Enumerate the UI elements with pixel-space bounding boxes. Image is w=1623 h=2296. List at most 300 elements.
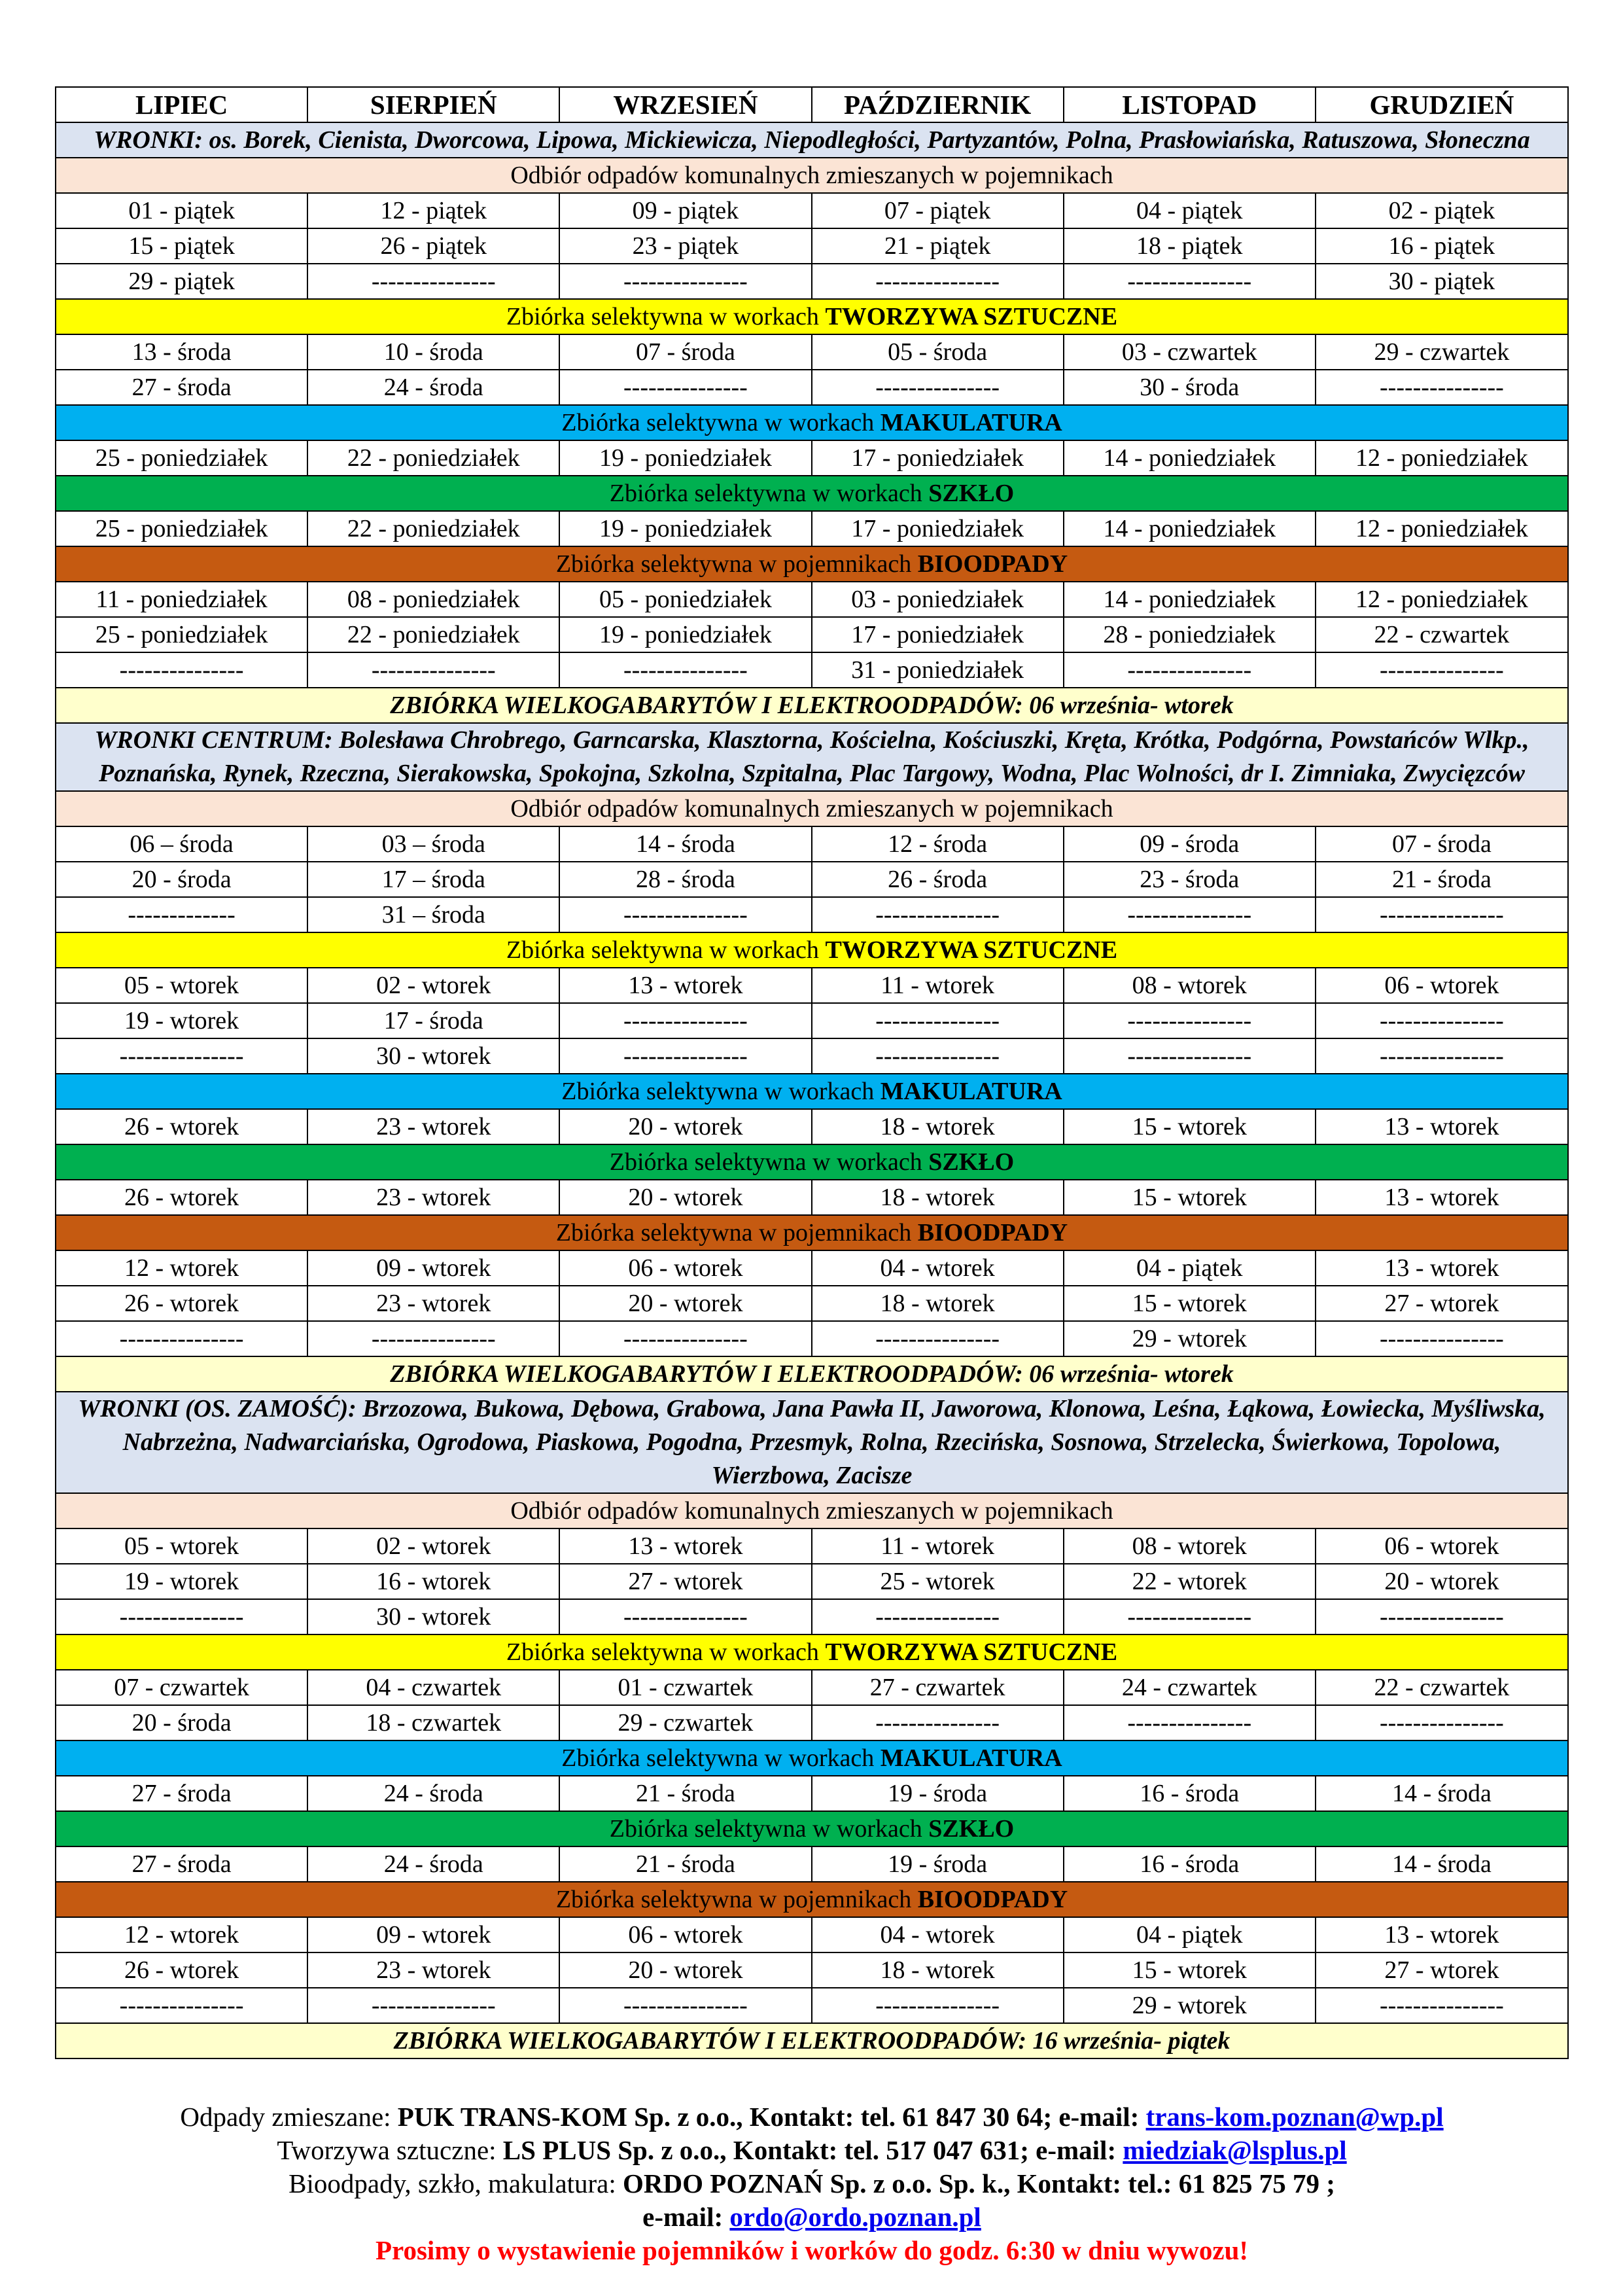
category-header-row	[56, 158, 1568, 193]
date-cell: 21 - piątek	[812, 228, 1064, 264]
date-cell: 12 - środa	[812, 826, 1064, 862]
date-cell: 28 - poniedziałek	[1064, 617, 1316, 652]
category-title-emphasis: MAKULATURA	[880, 1744, 1062, 1772]
schedule-body	[56, 87, 1568, 2058]
date-cell: ---------------	[1316, 1599, 1568, 1634]
date-cell: 25 - wtorek	[812, 1564, 1064, 1599]
category-title: Zbiórka selektywna w workach	[609, 1148, 929, 1176]
date-cell: ---------------	[1316, 897, 1568, 932]
date-cell: 18 - wtorek	[812, 1109, 1064, 1144]
date-cell: ---------------	[559, 264, 811, 299]
date-cell: 04 - piątek	[1064, 193, 1316, 228]
category-paper-header	[56, 1074, 1568, 1109]
date-cell: 30 - wtorek	[307, 1038, 559, 1074]
date-cell: 05 - wtorek	[56, 1528, 307, 1564]
date-cell: 29 - piątek	[56, 264, 307, 299]
date-cell: 16 - wtorek	[307, 1564, 559, 1599]
date-cell: 12 - poniedziałek	[1316, 511, 1568, 546]
date-cell: 09 - środa	[1064, 826, 1316, 862]
date-row	[56, 617, 1568, 652]
date-cell: 30 - piątek	[1316, 264, 1568, 299]
date-row	[56, 440, 1568, 476]
date-cell: 18 - piątek	[1064, 228, 1316, 264]
area-header-row	[56, 1392, 1568, 1493]
date-cell: 04 - piątek	[1064, 1917, 1316, 1952]
date-cell: 26 - środa	[812, 862, 1064, 897]
date-cell: 24 - środa	[307, 1846, 559, 1882]
date-cell: 06 - wtorek	[1316, 1528, 1568, 1564]
area-streets: WRONKI: os. Borek, Cienista, Dworcowa, Lipowa, Mickiewicza, Niepodległości, Partyzantów, Polna, Prasłowiańska, Ratuszowa, Słoneczna	[56, 122, 1568, 158]
date-cell: 17 - środa	[307, 1003, 559, 1038]
date-cell: 12 - poniedziałek	[1316, 440, 1568, 476]
date-cell: 15 - piątek	[56, 228, 307, 264]
date-cell: ---------------	[56, 1988, 307, 2023]
date-cell: 11 - poniedziałek	[56, 582, 307, 617]
date-cell: 30 - wtorek	[307, 1599, 559, 1634]
date-cell: 25 - poniedziałek	[56, 617, 307, 652]
date-cell: 07 - środa	[1316, 826, 1568, 862]
date-cell: 17 - poniedziałek	[812, 440, 1064, 476]
category-header-row	[56, 405, 1568, 440]
date-cell: 01 - czwartek	[559, 1670, 811, 1705]
category-header-row	[56, 1740, 1568, 1776]
date-cell: 18 - wtorek	[812, 1952, 1064, 1988]
category-title-emphasis: TWORZYWA SZTUCZNE	[825, 303, 1118, 330]
date-cell: 29 - wtorek	[1064, 1321, 1316, 1356]
category-title: Zbiórka selektywna w workach	[561, 409, 881, 436]
category-bio-header	[56, 1882, 1568, 1917]
category-plastic-header	[56, 1634, 1568, 1670]
date-row	[56, 1528, 1568, 1564]
bulky-waste-date: ZBIÓRKA WIELKOGABARYTÓW I ELEKTROODPADÓW: 06 września- wtorek	[56, 688, 1568, 723]
date-row	[56, 1776, 1568, 1811]
category-header-row	[56, 1811, 1568, 1846]
category-title: Zbiórka selektywna w workach	[506, 1638, 826, 1666]
date-cell: 14 - środa	[559, 826, 811, 862]
date-row	[56, 582, 1568, 617]
date-cell: ---------------	[1316, 1038, 1568, 1074]
category-glass-header	[56, 476, 1568, 511]
category-header-row	[56, 1074, 1568, 1109]
date-row	[56, 1038, 1568, 1074]
date-cell: 26 - wtorek	[56, 1180, 307, 1215]
date-cell: 07 - środa	[559, 334, 811, 370]
footer-mixed-label: Odpady zmieszane:	[180, 2102, 398, 2132]
date-row	[56, 1286, 1568, 1321]
footer-plastic-line	[55, 2134, 1569, 2167]
footer-bio-email-link[interactable]: ordo@ordo.poznan.pl	[729, 2202, 981, 2232]
date-cell: ---------------	[812, 1003, 1064, 1038]
date-cell: 22 - poniedziałek	[307, 440, 559, 476]
bulky-waste-row	[56, 2023, 1568, 2058]
date-row	[56, 862, 1568, 897]
date-cell: 29 - czwartek	[559, 1705, 811, 1740]
date-cell: ---------------	[1064, 1038, 1316, 1074]
date-row	[56, 1109, 1568, 1144]
date-cell: 13 - wtorek	[1316, 1917, 1568, 1952]
category-title-emphasis: SZKŁO	[928, 1148, 1015, 1176]
date-cell: ---------------	[559, 1038, 811, 1074]
date-cell: 02 - wtorek	[307, 968, 559, 1003]
date-cell: 28 - środa	[559, 862, 811, 897]
collection-schedule-table	[55, 86, 1569, 2059]
date-cell: 03 - czwartek	[1064, 334, 1316, 370]
month-header: PAŹDZIERNIK	[812, 87, 1064, 122]
category-header-row	[56, 932, 1568, 968]
date-cell: ---------------	[559, 370, 811, 405]
date-cell: 13 - wtorek	[559, 968, 811, 1003]
date-cell: 13 - środa	[56, 334, 307, 370]
date-cell: ---------------	[559, 1321, 811, 1356]
area-streets: WRONKI CENTRUM: Bolesława Chrobrego, Garncarska, Klasztorna, Kościelna, Kościuszki, Kręta, Krótka, Podgórna, Powstańców Wlkp., Poznańska, Rynek, Rzeczna, Sierakowska, Spokojna, Szkolna, Szpitalna, Plac Targowy, Wodna, Plac Wolności, dr I. Zimniaka, Zwycięzców	[56, 723, 1568, 791]
date-cell: 06 - wtorek	[559, 1250, 811, 1286]
date-cell: 30 - środa	[1064, 370, 1316, 405]
date-cell: 24 - czwartek	[1064, 1670, 1316, 1705]
date-row	[56, 826, 1568, 862]
date-cell: 11 - wtorek	[812, 968, 1064, 1003]
date-cell: 20 - wtorek	[1316, 1564, 1568, 1599]
date-cell: 25 - poniedziałek	[56, 440, 307, 476]
date-cell: 09 - piątek	[559, 193, 811, 228]
date-cell: 20 - środa	[56, 1705, 307, 1740]
date-cell: ---------------	[1064, 1705, 1316, 1740]
month-header: GRUDZIEŃ	[1316, 87, 1568, 122]
date-cell: 13 - wtorek	[1316, 1180, 1568, 1215]
category-header-row	[56, 476, 1568, 511]
date-cell: ---------------	[812, 1599, 1064, 1634]
date-cell: 31 – środa	[307, 897, 559, 932]
category-title: Zbiórka selektywna w workach	[561, 1744, 881, 1772]
category-title-emphasis: SZKŁO	[928, 1815, 1015, 1843]
date-row	[56, 652, 1568, 688]
date-row	[56, 1988, 1568, 2023]
date-cell: ---------------	[307, 1321, 559, 1356]
date-row	[56, 1917, 1568, 1952]
month-header-row	[56, 87, 1568, 122]
date-cell: 31 - poniedziałek	[812, 652, 1064, 688]
date-cell: ---------------	[1316, 1003, 1568, 1038]
date-cell: 03 – środa	[307, 826, 559, 862]
date-cell: ---------------	[559, 897, 811, 932]
date-row	[56, 1564, 1568, 1599]
date-cell: ---------------	[1064, 1599, 1316, 1634]
area-header-row	[56, 122, 1568, 158]
date-cell: ---------------	[559, 1003, 811, 1038]
date-cell: 14 - poniedziałek	[1064, 511, 1316, 546]
date-cell: 09 - wtorek	[307, 1250, 559, 1286]
date-row	[56, 1952, 1568, 1988]
date-cell: 04 - czwartek	[307, 1670, 559, 1705]
date-cell: 14 - środa	[1316, 1846, 1568, 1882]
category-header-row	[56, 546, 1568, 582]
date-cell: 05 - poniedziałek	[559, 582, 811, 617]
date-cell: 27 - wtorek	[559, 1564, 811, 1599]
date-cell: 27 - środa	[56, 1846, 307, 1882]
date-cell: 12 - wtorek	[56, 1917, 307, 1952]
category-title: Odbiór odpadów komunalnych zmieszanych w pojemnikach	[510, 1497, 1113, 1525]
date-cell: 06 - wtorek	[559, 1917, 811, 1952]
date-cell: 13 - wtorek	[559, 1528, 811, 1564]
footer-bio-line	[55, 2167, 1569, 2200]
date-cell: ---------------	[812, 1705, 1064, 1740]
date-cell: ---------------	[812, 1038, 1064, 1074]
date-cell: 04 - wtorek	[812, 1917, 1064, 1952]
date-cell: ---------------	[56, 1321, 307, 1356]
footer-plastic-email-link[interactable]: miedziak@lsplus.pl	[1123, 2135, 1347, 2165]
month-header: LISTOPAD	[1064, 87, 1316, 122]
date-cell: 22 - czwartek	[1316, 1670, 1568, 1705]
date-cell: 15 - wtorek	[1064, 1109, 1316, 1144]
date-row	[56, 897, 1568, 932]
date-row	[56, 1180, 1568, 1215]
date-cell: ---------------	[559, 1988, 811, 2023]
date-cell: 14 - poniedziałek	[1064, 440, 1316, 476]
date-cell: ---------------	[812, 1321, 1064, 1356]
date-cell: ---------------	[307, 1988, 559, 2023]
date-cell: 24 - środa	[307, 370, 559, 405]
date-cell: 01 - piątek	[56, 193, 307, 228]
category-title: Zbiórka selektywna w workach	[506, 303, 826, 330]
date-cell: ---------------	[812, 897, 1064, 932]
date-cell: 08 - poniedziałek	[307, 582, 559, 617]
date-cell: 19 - środa	[812, 1776, 1064, 1811]
footer-plastic-label: Tworzywa sztuczne:	[277, 2135, 503, 2165]
date-cell: ---------------	[1316, 652, 1568, 688]
category-mixed-header	[56, 158, 1568, 193]
month-header: LIPIEC	[56, 87, 307, 122]
category-header-row	[56, 1634, 1568, 1670]
month-header: WRZESIEŃ	[559, 87, 811, 122]
date-cell: 26 - piątek	[307, 228, 559, 264]
date-cell: 26 - wtorek	[56, 1952, 307, 1988]
footer-notice: Prosimy o wystawienie pojemników i worków do godz. 6:30 w dniu wywozu!	[375, 2235, 1249, 2265]
category-title: Odbiór odpadów komunalnych zmieszanych w pojemnikach	[510, 795, 1113, 822]
date-cell: 07 - piątek	[812, 193, 1064, 228]
footer-plastic-contact: LS PLUS Sp. z o.o., Kontakt: tel. 517 047 631; e-mail:	[502, 2135, 1123, 2165]
date-cell: 21 - środa	[559, 1776, 811, 1811]
date-cell: ---------------	[1316, 1705, 1568, 1740]
date-cell: ---------------	[812, 1988, 1064, 2023]
footer-mixed-contact: PUK TRANS-KOM Sp. z o.o., Kontakt: tel. 61 847 30 64; e-mail:	[397, 2102, 1146, 2132]
date-row	[56, 1705, 1568, 1740]
date-cell: 13 - wtorek	[1316, 1250, 1568, 1286]
date-cell: 16 - piątek	[1316, 228, 1568, 264]
date-cell: 06 – środa	[56, 826, 307, 862]
date-row	[56, 511, 1568, 546]
date-cell: 19 - środa	[812, 1846, 1064, 1882]
footer-bio-contact: ORDO POZNAŃ Sp. z o.o. Sp. k., Kontakt: tel.: 61 825 75 79 ;	[623, 2168, 1335, 2199]
date-row	[56, 334, 1568, 370]
category-glass-header	[56, 1811, 1568, 1846]
date-cell: 06 - wtorek	[1316, 968, 1568, 1003]
date-cell: ---------------	[1316, 1321, 1568, 1356]
date-cell: 14 - poniedziałek	[1064, 582, 1316, 617]
category-title: Zbiórka selektywna w pojemnikach	[555, 550, 918, 578]
date-cell: ---------------	[56, 1038, 307, 1074]
category-title: Zbiórka selektywna w workach	[609, 480, 929, 507]
date-cell: 26 - wtorek	[56, 1109, 307, 1144]
category-title-emphasis: BIOODPADY	[917, 1219, 1068, 1246]
date-cell: 10 - środa	[307, 334, 559, 370]
date-row	[56, 193, 1568, 228]
date-cell: 27 - czwartek	[812, 1670, 1064, 1705]
bulky-waste-date: ZBIÓRKA WIELKOGABARYTÓW I ELEKTROODPADÓW: 06 września- wtorek	[56, 1356, 1568, 1392]
date-cell: 18 - czwartek	[307, 1705, 559, 1740]
date-row	[56, 1846, 1568, 1882]
date-cell: 09 - wtorek	[307, 1917, 559, 1952]
date-cell: 14 - środa	[1316, 1776, 1568, 1811]
date-cell: ---------------	[1064, 897, 1316, 932]
category-header-row	[56, 1493, 1568, 1528]
date-cell: 17 – środa	[307, 862, 559, 897]
date-cell: 21 - środa	[559, 1846, 811, 1882]
date-cell: ---------------	[1064, 264, 1316, 299]
date-cell: 20 - wtorek	[559, 1952, 811, 1988]
category-plastic-header	[56, 932, 1568, 968]
date-cell: 05 - środa	[812, 334, 1064, 370]
date-cell: 23 - wtorek	[307, 1180, 559, 1215]
date-cell: 16 - środa	[1064, 1776, 1316, 1811]
date-cell: 23 - piątek	[559, 228, 811, 264]
date-cell: 22 - poniedziałek	[307, 617, 559, 652]
date-cell: 18 - wtorek	[812, 1286, 1064, 1321]
date-cell: 04 - wtorek	[812, 1250, 1064, 1286]
date-row	[56, 1321, 1568, 1356]
date-cell: ---------------	[559, 1599, 811, 1634]
date-cell: ---------------	[1064, 1003, 1316, 1038]
date-cell: ---------------	[307, 652, 559, 688]
date-cell: 29 - wtorek	[1064, 1988, 1316, 2023]
date-row	[56, 1599, 1568, 1634]
date-row	[56, 370, 1568, 405]
category-bio-header	[56, 1215, 1568, 1250]
date-cell: ---------------	[307, 264, 559, 299]
date-row	[56, 1003, 1568, 1038]
footer-mixed-email-link[interactable]: trans-kom.poznan@wp.pl	[1145, 2102, 1444, 2132]
category-bio-header	[56, 546, 1568, 582]
date-cell: 13 - wtorek	[1316, 1109, 1568, 1144]
bulky-waste-row	[56, 688, 1568, 723]
date-cell: 04 - piątek	[1064, 1250, 1316, 1286]
date-cell: 12 - poniedziałek	[1316, 582, 1568, 617]
date-cell: ---------------	[812, 370, 1064, 405]
date-cell: 19 - wtorek	[56, 1003, 307, 1038]
date-cell: ---------------	[56, 1599, 307, 1634]
date-cell: ---------------	[56, 652, 307, 688]
date-cell: 20 - środa	[56, 862, 307, 897]
date-cell: ---------------	[559, 652, 811, 688]
category-title-emphasis: TWORZYWA SZTUCZNE	[825, 1638, 1118, 1666]
date-cell: 02 - wtorek	[307, 1528, 559, 1564]
date-cell: 19 - poniedziałek	[559, 440, 811, 476]
date-cell: 07 - czwartek	[56, 1670, 307, 1705]
date-cell: 18 - wtorek	[812, 1180, 1064, 1215]
date-cell: 12 - piątek	[307, 193, 559, 228]
date-row	[56, 1670, 1568, 1705]
date-cell: 23 - wtorek	[307, 1286, 559, 1321]
category-title: Zbiórka selektywna w workach	[561, 1078, 881, 1105]
category-plastic-header	[56, 299, 1568, 334]
area-header-row	[56, 723, 1568, 791]
date-cell: 16 - środa	[1064, 1846, 1316, 1882]
date-cell: 08 - wtorek	[1064, 1528, 1316, 1564]
date-cell: 20 - wtorek	[559, 1286, 811, 1321]
category-title: Zbiórka selektywna w workach	[506, 936, 826, 964]
date-cell: 08 - wtorek	[1064, 968, 1316, 1003]
date-cell: 22 - poniedziałek	[307, 511, 559, 546]
category-header-row	[56, 1144, 1568, 1180]
date-cell: 27 - środa	[56, 370, 307, 405]
date-cell: 23 - wtorek	[307, 1952, 559, 1988]
category-title-emphasis: TWORZYWA SZTUCZNE	[825, 936, 1118, 964]
date-row	[56, 1250, 1568, 1286]
date-cell: 17 - poniedziałek	[812, 617, 1064, 652]
date-cell: 22 - wtorek	[1064, 1564, 1316, 1599]
date-cell: 19 - poniedziałek	[559, 511, 811, 546]
category-title-emphasis: SZKŁO	[928, 480, 1015, 507]
category-glass-header	[56, 1144, 1568, 1180]
category-paper-header	[56, 405, 1568, 440]
category-mixed-header	[56, 791, 1568, 826]
date-cell: 15 - wtorek	[1064, 1180, 1316, 1215]
date-cell: 15 - wtorek	[1064, 1286, 1316, 1321]
category-title: Odbiór odpadów komunalnych zmieszanych w pojemnikach	[510, 162, 1113, 189]
category-title-emphasis: BIOODPADY	[917, 1886, 1068, 1913]
footer-bio-email-label: e-mail:	[642, 2202, 730, 2232]
date-cell: 23 - wtorek	[307, 1109, 559, 1144]
date-cell: 20 - wtorek	[559, 1180, 811, 1215]
category-title-emphasis: MAKULATURA	[880, 409, 1062, 436]
category-header-row	[56, 1882, 1568, 1917]
date-cell: 27 - środa	[56, 1776, 307, 1811]
footer-bio-email-line	[55, 2200, 1569, 2234]
date-cell: 27 - wtorek	[1316, 1952, 1568, 1988]
bulky-waste-row	[56, 1356, 1568, 1392]
date-row	[56, 968, 1568, 1003]
category-mixed-header	[56, 1493, 1568, 1528]
date-cell: 19 - wtorek	[56, 1564, 307, 1599]
date-cell: 26 - wtorek	[56, 1286, 307, 1321]
category-header-row	[56, 299, 1568, 334]
date-cell: 05 - wtorek	[56, 968, 307, 1003]
date-cell: 21 - środa	[1316, 862, 1568, 897]
date-cell: 15 - wtorek	[1064, 1952, 1316, 1988]
footer-mixed-line	[55, 2100, 1569, 2134]
month-header: SIERPIEŃ	[307, 87, 559, 122]
date-cell: -------------	[56, 897, 307, 932]
date-cell: 02 - piątek	[1316, 193, 1568, 228]
category-title: Zbiórka selektywna w pojemnikach	[555, 1886, 918, 1913]
category-title: Zbiórka selektywna w pojemnikach	[555, 1219, 918, 1246]
category-header-row	[56, 1215, 1568, 1250]
date-cell: 29 - czwartek	[1316, 334, 1568, 370]
date-cell: ---------------	[1064, 652, 1316, 688]
date-cell: 12 - wtorek	[56, 1250, 307, 1286]
date-cell: ---------------	[1316, 1988, 1568, 2023]
date-cell: 24 - środa	[307, 1776, 559, 1811]
date-cell: ---------------	[1316, 370, 1568, 405]
category-paper-header	[56, 1740, 1568, 1776]
bulky-waste-date: ZBIÓRKA WIELKOGABARYTÓW I ELEKTROODPADÓW: 16 września- piątek	[56, 2023, 1568, 2058]
category-header-row	[56, 791, 1568, 826]
date-cell: 22 - czwartek	[1316, 617, 1568, 652]
area-streets: WRONKI (OS. ZAMOŚĆ): Brzozowa, Bukowa, Dębowa, Grabowa, Jana Pawła II, Jaworowa, Klonowa, Leśna, Łąkowa, Łowiecka, Myśliwska, Nabrzeżna, Nadwarciańska, Ogrodowa, Piaskowa, Pogodna, Przesmyk, Rolna, Rzecińska, Sosnowa, Strzelecka, Świerkowa, Topolowa, Wierzbowa, Zacisze	[56, 1392, 1568, 1493]
date-cell: 20 - wtorek	[559, 1109, 811, 1144]
date-cell: 27 - wtorek	[1316, 1286, 1568, 1321]
date-cell: 03 - poniedziałek	[812, 582, 1064, 617]
date-cell: 19 - poniedziałek	[559, 617, 811, 652]
category-title-emphasis: MAKULATURA	[880, 1078, 1062, 1105]
